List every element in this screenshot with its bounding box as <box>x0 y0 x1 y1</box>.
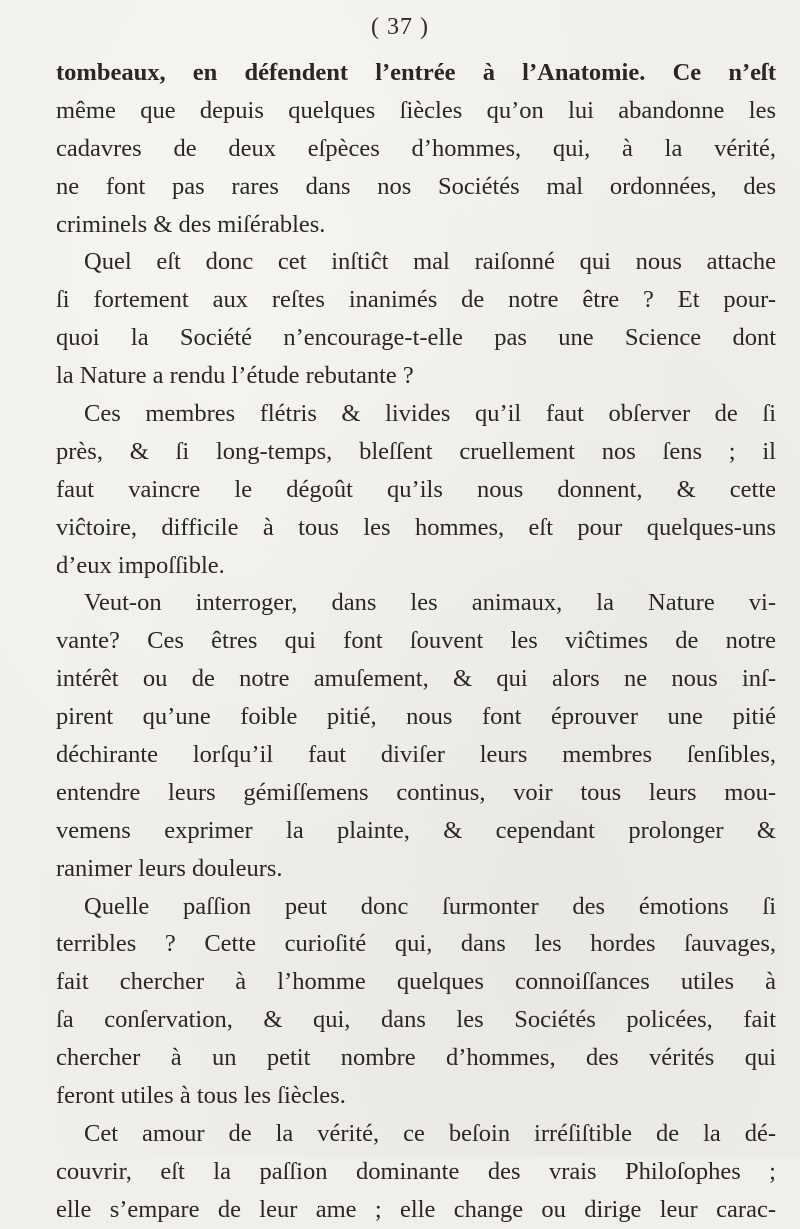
text-line: ne font pas rares dans nos Sociétés mal ordonnées, des <box>56 172 776 200</box>
text-line: fait chercher à l’homme quelques connoiſſances utiles à <box>56 968 776 996</box>
text-line: feront utiles à tous les ſiècles. <box>56 1082 346 1110</box>
text-line: Veut-on interroger, dans les animaux, la Nature vi- <box>84 589 776 617</box>
text-line: pirent qu’une foible pitié, nous font éprouver une pitié <box>56 703 776 731</box>
text-line: ſi fortement aux reſtes inanimés de notre être ? Et pour- <box>56 286 776 314</box>
text-line: d’eux impoſſible. <box>56 551 225 579</box>
page-number: ( 37 ) <box>371 14 429 40</box>
text-line: tombeaux, en défendent l’entrée à l’Anatomie. Ce n’eſt <box>56 59 776 86</box>
text-line: près, & ſi long-temps, bleſſent cruellement nos ſens ; il <box>56 437 776 465</box>
text-line: Cet amour de la vérité, ce beſoin irréſiſtible de la dé- <box>84 1119 776 1147</box>
text-line: ſa conſervation, & qui, dans les Sociétés policées, fait <box>56 1006 776 1034</box>
text-line: Quel eſt donc cet inſtiĉt mal raiſonné qui nous attache <box>84 248 776 276</box>
text-line: intérêt ou de notre amuſement, & qui alors ne nous inſ- <box>56 665 776 693</box>
text-line: entendre leurs gémiſſemens continus, voir tous leurs mou- <box>56 778 776 806</box>
text-line: couvrir, eſt la paſſion dominante des vrais Philoſophes ; <box>56 1157 776 1185</box>
text-line: la Nature a rendu l’étude rebutante ? <box>56 362 414 390</box>
body-text <box>56 54 776 1229</box>
text-line: déchirante lorſqu’il faut diviſer leurs membres ſenſibles, <box>56 741 776 769</box>
text-line: Ces membres flétris & livides qu’il faut obſerver de ſi <box>84 400 776 428</box>
text-line: Quelle paſſion peut donc ſurmonter des émotions ſi <box>84 892 776 920</box>
text-line: quoi la Société n’encourage-t-elle pas une Science dont <box>56 324 776 352</box>
text-line: criminels & des miſérables. <box>56 210 326 238</box>
text-line: même que depuis quelques ſiècles qu’on lui abandonne les <box>56 96 776 124</box>
text-line: elle s’empare de leur ame ; elle change ou dirige leur carac- <box>56 1195 776 1223</box>
text-line: faut vaincre le dégoût qu’ils nous donnent, & cette <box>56 475 776 503</box>
text-line: cadavres de deux eſpèces d’hommes, qui, à la vérité, <box>56 134 776 162</box>
text-line: terribles ? Cette curioſité qui, dans les hordes ſauvages, <box>56 930 776 958</box>
text-line: vemens exprimer la plainte, & cependant prolonger & <box>56 816 776 844</box>
text-line: chercher à un petit nombre d’hommes, des vérités qui <box>56 1044 776 1072</box>
text-line: viĉtoire, difficile à tous les hommes, eſt pour quelques-uns <box>56 513 776 541</box>
text-line: ranimer leurs douleurs. <box>56 854 283 882</box>
text-line: vante? Ces êtres qui font ſouvent les viĉtimes de notre <box>56 627 776 655</box>
